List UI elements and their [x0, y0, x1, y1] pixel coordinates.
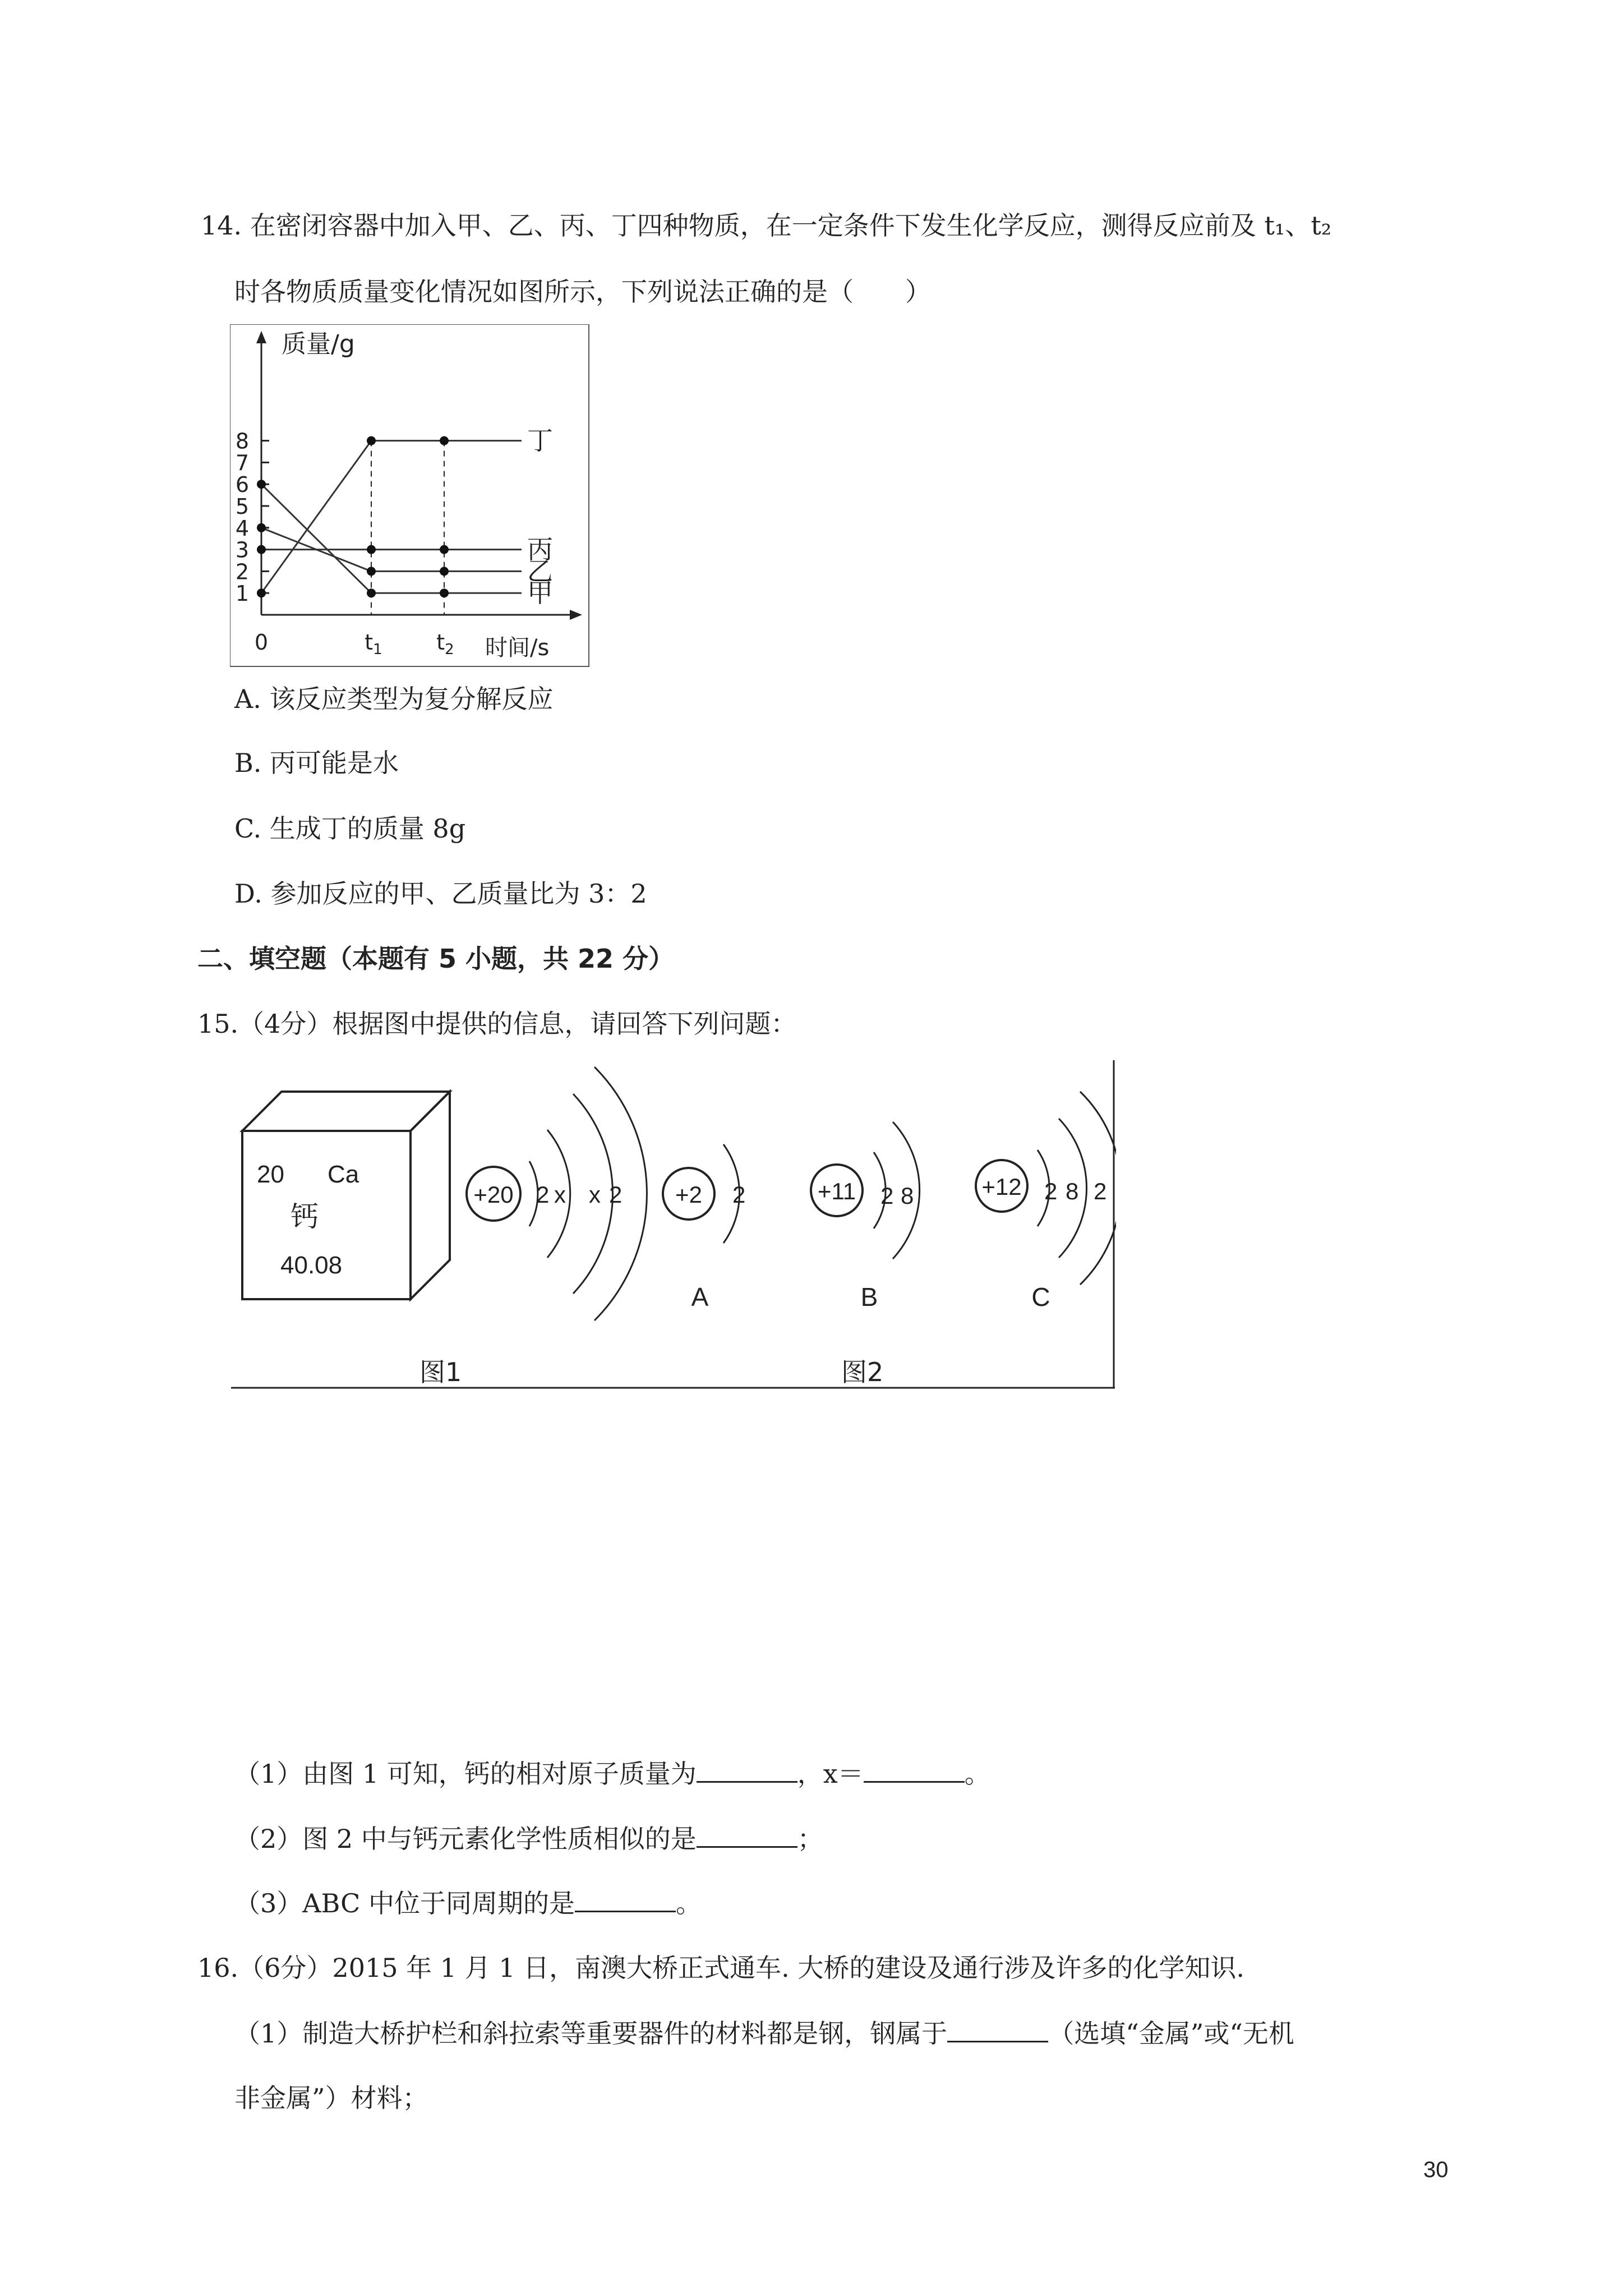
data-point	[440, 545, 449, 554]
q16-sub1-line1	[234, 2016, 1294, 2050]
atom-structure-figure	[230, 1060, 1116, 1391]
y-tick-label: 1	[235, 581, 250, 606]
q16-sub1-text-a: （1）制造大桥护栏和斜拉索等重要器件的材料都是钢，钢属于	[234, 2018, 948, 2049]
shell-count-3: 2	[1094, 1178, 1107, 1204]
y-ticks	[236, 429, 269, 606]
y-tick-label: 5	[235, 494, 250, 519]
calcium-atom-diagram	[467, 1067, 647, 1320]
y-tick-label: 6	[235, 472, 250, 498]
element-card-calcium	[242, 1092, 450, 1299]
shell-count-2: 8	[901, 1182, 914, 1209]
nucleus-charge: +20	[473, 1181, 514, 1208]
figure1-caption: 图1	[419, 1357, 462, 1387]
shell-count-2: x	[554, 1181, 566, 1208]
shell-count-1: 2	[880, 1182, 894, 1209]
data-point	[367, 588, 376, 597]
atom-a-label: A	[691, 1282, 709, 1312]
q16-sub1-text-b: （选填“金属”或“无机	[1048, 2018, 1294, 2049]
x-ticks	[255, 630, 454, 658]
x-tick-label: $t_2$	[436, 630, 454, 658]
x-axis-arrow	[570, 610, 582, 620]
x-tick-label: 0	[254, 630, 269, 655]
q14-stem-line1: 14. 在密闭容器中加入甲、乙、丙、丁四种物质，在一定条件下发生化学反应，测得反应前及 t₁、t₂	[201, 210, 1332, 241]
q15-sub3-text-b: 。	[675, 1888, 702, 1918]
answer-blank-mass[interactable]	[697, 1756, 797, 1783]
q15-sub1-text-b: ，x＝	[797, 1759, 864, 1789]
q15-sub3	[234, 1886, 702, 1920]
section-heading: 二、填空题（本题有 5 小题，共 22 分）	[197, 944, 675, 974]
q15-sub3-text-a: （3）ABC 中位于同周期的是	[234, 1888, 575, 1918]
q15-sub1-text-c: 。	[964, 1759, 990, 1789]
q14-option-a: A. 该反应类型为复分解反应	[234, 684, 554, 714]
answer-blank-period[interactable]	[575, 1886, 676, 1912]
atom-b-diagram	[811, 1122, 920, 1312]
atom-c-diagram	[976, 1092, 1116, 1312]
y-axis-arrow	[256, 331, 266, 343]
shell-count-2: 8	[1066, 1178, 1079, 1204]
data-point	[257, 545, 266, 554]
atom-c-label: C	[1031, 1282, 1050, 1312]
y-tick-label: 2	[235, 559, 250, 585]
nucleus-charge: +11	[817, 1178, 856, 1204]
y-axis-label: 质量/g	[282, 330, 355, 358]
x-tick-label: $t_1$	[365, 630, 382, 658]
series-name-label: 甲	[527, 578, 553, 609]
nucleus-charge: +12	[981, 1174, 1022, 1200]
q15-sub2-text-b: ；	[797, 1824, 823, 1854]
y-tick-label: 3	[235, 537, 250, 563]
q14-stem-line2: 时各物质质量变化情况如图所示，下列说法正确的是（ ）	[234, 277, 931, 307]
series-name-label: 乙	[527, 556, 553, 587]
data-point	[440, 436, 449, 445]
shell-count-4: 2	[609, 1181, 623, 1208]
atomic-number: 20	[257, 1161, 284, 1188]
data-point	[440, 588, 449, 597]
q15-sub2	[234, 1821, 823, 1856]
y-tick-label: 7	[235, 450, 250, 476]
x-axis-label: 时间/s	[485, 635, 550, 661]
q15-sub1	[234, 1756, 990, 1791]
data-point	[257, 588, 266, 597]
q14-option-c: C. 生成丁的质量 8g	[234, 813, 466, 844]
x-tick-subscript: 2	[445, 641, 454, 658]
q14-option-d: D. 参加反应的甲、乙质量比为 3：2	[234, 878, 647, 909]
q16-sub1-line2: 非金属”）材料；	[234, 2083, 428, 2113]
q16-intro: 16.（6分）2015 年 1 月 1 日，南澳大桥正式通车. 大桥的建设及通行涉及许多的化学知识.	[197, 1953, 1244, 1983]
answer-blank-material[interactable]	[947, 2016, 1048, 2042]
q14-option-b: B. 丙可能是水	[234, 748, 399, 778]
shell-count-1: 2	[536, 1181, 550, 1208]
series-name-label: 丁	[527, 425, 553, 456]
card-side	[411, 1092, 450, 1299]
element-name: 钙	[291, 1200, 319, 1233]
atom-b-label: B	[860, 1282, 878, 1312]
q15-sub2-text-a: （2）图 2 中与钙元素化学性质相似的是	[234, 1824, 697, 1854]
atomic-mass: 40.08	[280, 1251, 343, 1279]
shell-count-1: 2	[732, 1181, 746, 1208]
series-name-label: 丙	[527, 534, 553, 565]
q15-sub1-text-a: （1）由图 1 可知，钙的相对原子质量为	[234, 1759, 697, 1789]
series-line	[257, 523, 553, 587]
shell-count-3: x	[589, 1181, 601, 1208]
series	[257, 426, 553, 609]
data-point	[367, 567, 376, 576]
shell-count-1: 2	[1044, 1178, 1058, 1204]
mass-time-chart	[230, 324, 594, 668]
page-number: 30	[1423, 2157, 1449, 2182]
x-tick-subscript: 1	[373, 641, 382, 658]
answer-blank-x[interactable]	[864, 1756, 965, 1783]
guide-lines	[371, 441, 444, 615]
figure2-caption: 图2	[841, 1357, 884, 1387]
nucleus-charge: +2	[675, 1181, 702, 1208]
card-top	[242, 1092, 450, 1131]
q15-intro: 15.（4分）根据图中提供的信息，请回答下列问题：	[197, 1009, 797, 1039]
series-path	[261, 441, 444, 593]
element-symbol: Ca	[328, 1161, 359, 1188]
data-point	[367, 436, 376, 445]
atom-a-diagram	[663, 1144, 745, 1312]
data-point	[367, 545, 376, 554]
data-point	[257, 480, 266, 489]
y-tick-label: 4	[235, 516, 250, 541]
y-tick-label: 8	[235, 429, 250, 454]
answer-blank-similar[interactable]	[697, 1821, 797, 1848]
data-point	[257, 523, 266, 532]
data-point	[440, 567, 449, 576]
